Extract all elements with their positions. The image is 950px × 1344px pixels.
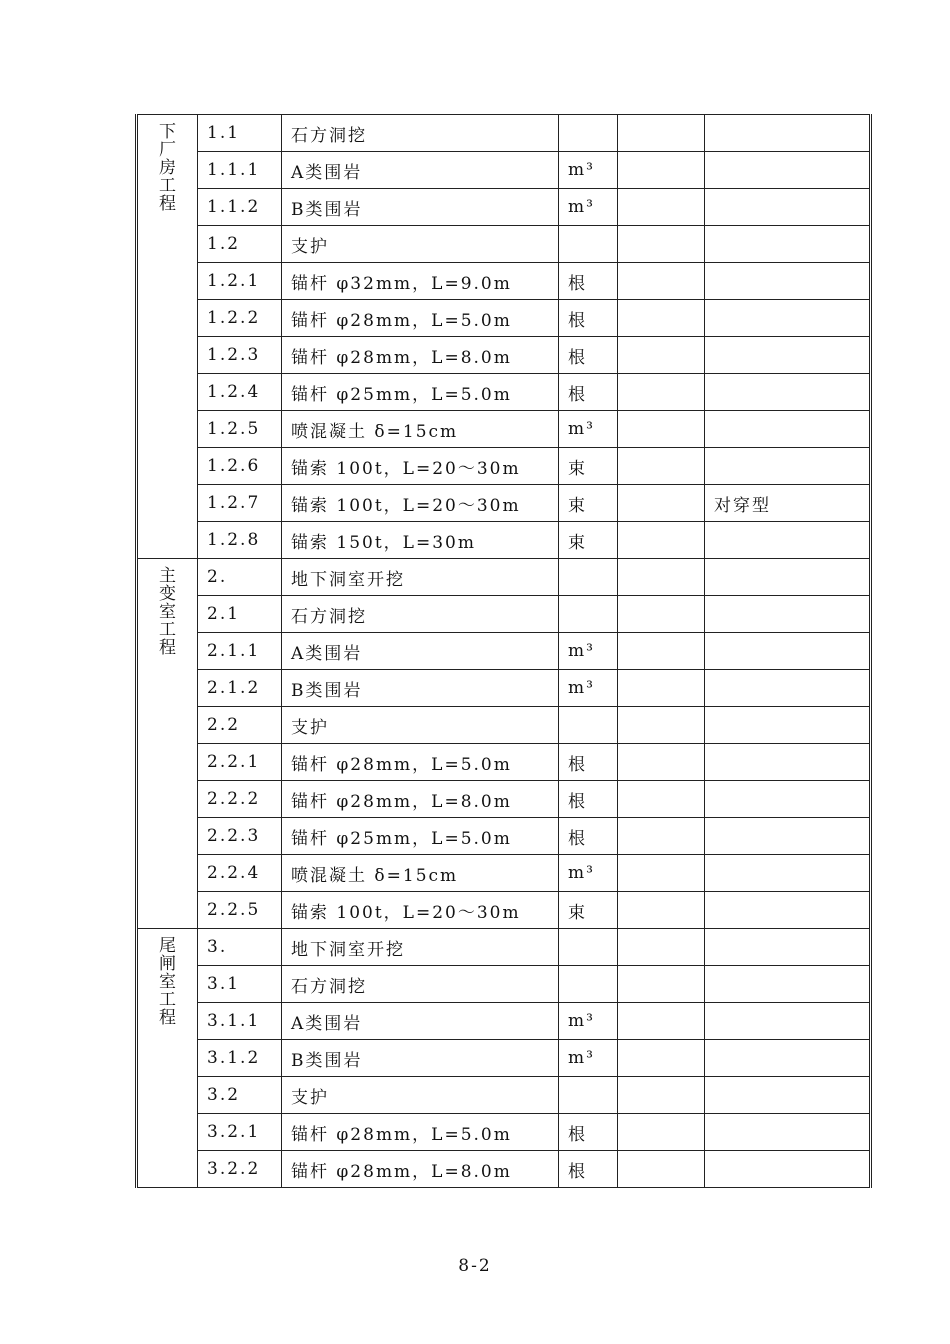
quantity-cell [618, 670, 705, 707]
table-row [137, 855, 871, 892]
quantity-cell [618, 781, 705, 818]
table-row [137, 892, 871, 929]
unit-cell [559, 929, 618, 966]
item-name-cell: 锚杆 φ28mm，L=8.0m [282, 1151, 559, 1188]
unit-cell [559, 1077, 618, 1114]
table-body [137, 115, 871, 1188]
table-row [137, 966, 871, 1003]
quantity-cell [618, 189, 705, 226]
unit-cell: m³ [559, 411, 618, 448]
quantity-cell [618, 1003, 705, 1040]
item-code-cell: 1.2.5 [198, 411, 282, 448]
quantity-cell [618, 1114, 705, 1151]
item-code-cell: 1.2.7 [198, 485, 282, 522]
quantity-cell [618, 855, 705, 892]
table-row [137, 1151, 871, 1188]
item-code-cell: 1.1.1 [198, 152, 282, 189]
unit-cell: 束 [559, 485, 618, 522]
unit-cell: m³ [559, 1040, 618, 1077]
quantity-cell [618, 152, 705, 189]
remark-cell [705, 374, 871, 411]
item-name-cell: 锚杆 φ28mm，L=8.0m [282, 337, 559, 374]
section-label [137, 929, 198, 1188]
item-name-cell: 石方洞挖 [282, 596, 559, 633]
item-name-cell: B类围岩 [282, 189, 559, 226]
remark-cell [705, 411, 871, 448]
item-code-cell: 1.1 [198, 115, 282, 152]
item-name-cell: 锚杆 φ32mm，L=9.0m [282, 263, 559, 300]
table-row [137, 263, 871, 300]
item-name-cell: A类围岩 [282, 152, 559, 189]
unit-cell: 根 [559, 1151, 618, 1188]
remark-cell [705, 226, 871, 263]
quantity-cell [618, 892, 705, 929]
remark-cell [705, 707, 871, 744]
quantity-cell [618, 929, 705, 966]
quantity-cell [618, 226, 705, 263]
item-code-cell: 2.2.4 [198, 855, 282, 892]
item-name-cell: 锚杆 φ25mm，L=5.0m [282, 818, 559, 855]
section-label [137, 559, 198, 929]
item-code-cell: 3. [198, 929, 282, 966]
remark-cell [705, 263, 871, 300]
item-code-cell: 2. [198, 559, 282, 596]
item-name-cell: 锚杆 φ28mm，L=8.0m [282, 781, 559, 818]
remark-cell [705, 892, 871, 929]
table-row [137, 115, 871, 152]
remark-cell [705, 818, 871, 855]
unit-cell: 根 [559, 744, 618, 781]
quantity-cell [618, 337, 705, 374]
quantity-cell [618, 263, 705, 300]
remark-cell [705, 929, 871, 966]
item-code-cell: 3.2.1 [198, 1114, 282, 1151]
remark-cell [705, 559, 871, 596]
item-code-cell: 1.1.2 [198, 189, 282, 226]
remark-cell [705, 855, 871, 892]
unit-cell: m³ [559, 152, 618, 189]
item-code-cell: 2.1.2 [198, 670, 282, 707]
section-name: 下 厂 房 工 程 [159, 122, 176, 214]
item-name-cell: 地下洞室开挖 [282, 559, 559, 596]
table-row [137, 744, 871, 781]
table-row [137, 707, 871, 744]
item-name-cell: 锚索 100t，L=20～30m [282, 485, 559, 522]
table-row [137, 596, 871, 633]
quantity-cell [618, 115, 705, 152]
unit-cell: 根 [559, 300, 618, 337]
table-row [137, 485, 871, 522]
item-code-cell: 1.2.3 [198, 337, 282, 374]
item-name-cell: A类围岩 [282, 633, 559, 670]
item-code-cell: 1.2.6 [198, 448, 282, 485]
unit-cell: m³ [559, 1003, 618, 1040]
remark-cell [705, 1077, 871, 1114]
remark-cell [705, 596, 871, 633]
table-row [137, 1077, 871, 1114]
section-label [137, 115, 198, 559]
quantity-cell [618, 522, 705, 559]
unit-cell: 束 [559, 892, 618, 929]
item-name-cell: 支护 [282, 1077, 559, 1114]
table-row [137, 337, 871, 374]
unit-cell: m³ [559, 189, 618, 226]
section-name: 主 变 室 工 程 [159, 566, 176, 658]
remark-cell [705, 670, 871, 707]
item-name-cell: 锚索 150t，L=30m [282, 522, 559, 559]
unit-cell: m³ [559, 855, 618, 892]
table-row [137, 522, 871, 559]
item-name-cell: B类围岩 [282, 1040, 559, 1077]
item-code-cell: 1.2.2 [198, 300, 282, 337]
quantity-cell [618, 374, 705, 411]
item-code-cell: 1.2.1 [198, 263, 282, 300]
unit-cell: 根 [559, 1114, 618, 1151]
remark-cell [705, 633, 871, 670]
table-row [137, 374, 871, 411]
remark-cell [705, 781, 871, 818]
unit-cell [559, 115, 618, 152]
quantity-cell [618, 707, 705, 744]
item-code-cell: 3.2.2 [198, 1151, 282, 1188]
item-code-cell: 3.2 [198, 1077, 282, 1114]
table-row [137, 929, 871, 966]
unit-cell: 根 [559, 263, 618, 300]
item-code-cell: 1.2.4 [198, 374, 282, 411]
unit-cell [559, 966, 618, 1003]
unit-cell: 根 [559, 337, 618, 374]
item-name-cell: 支护 [282, 707, 559, 744]
item-name-cell: 锚杆 φ28mm，L=5.0m [282, 1114, 559, 1151]
unit-cell [559, 707, 618, 744]
item-code-cell: 1.2 [198, 226, 282, 263]
quantity-cell [618, 1040, 705, 1077]
item-name-cell: 喷混凝土 δ=15cm [282, 411, 559, 448]
section-name: 尾 闸 室 工 程 [159, 936, 176, 1028]
unit-cell [559, 596, 618, 633]
table-row [137, 633, 871, 670]
quantity-cell [618, 559, 705, 596]
unit-cell: 束 [559, 522, 618, 559]
remark-cell: 对穿型 [705, 485, 871, 522]
remark-cell [705, 189, 871, 226]
quantity-cell [618, 485, 705, 522]
unit-cell: m³ [559, 670, 618, 707]
item-code-cell: 3.1.2 [198, 1040, 282, 1077]
quantity-cell [618, 966, 705, 1003]
table-row [137, 559, 871, 596]
table-row [137, 1114, 871, 1151]
remark-cell [705, 1003, 871, 1040]
table-row [137, 781, 871, 818]
item-code-cell: 2.2.2 [198, 781, 282, 818]
item-code-cell: 3.1 [198, 966, 282, 1003]
remark-cell [705, 300, 871, 337]
remark-cell [705, 966, 871, 1003]
item-code-cell: 2.2.1 [198, 744, 282, 781]
item-code-cell: 1.2.8 [198, 522, 282, 559]
item-code-cell: 2.2 [198, 707, 282, 744]
quantity-cell [618, 300, 705, 337]
table-row [137, 300, 871, 337]
quantity-cell [618, 818, 705, 855]
unit-cell [559, 226, 618, 263]
quantity-cell [618, 1151, 705, 1188]
quantity-cell [618, 596, 705, 633]
item-code-cell: 2.1.1 [198, 633, 282, 670]
item-name-cell: 支护 [282, 226, 559, 263]
item-name-cell: 锚杆 φ28mm，L=5.0m [282, 744, 559, 781]
unit-cell: 根 [559, 818, 618, 855]
item-code-cell: 3.1.1 [198, 1003, 282, 1040]
table-row [137, 226, 871, 263]
item-name-cell: A类围岩 [282, 1003, 559, 1040]
quantity-cell [618, 633, 705, 670]
remark-cell [705, 1040, 871, 1077]
remark-cell [705, 152, 871, 189]
unit-cell: 根 [559, 374, 618, 411]
item-code-cell: 2.1 [198, 596, 282, 633]
remark-cell [705, 744, 871, 781]
table-row [137, 818, 871, 855]
quantity-table [135, 114, 872, 1188]
table-row [137, 448, 871, 485]
item-name-cell: 锚索 100t，L=20～30m [282, 448, 559, 485]
remark-cell [705, 115, 871, 152]
item-code-cell: 2.2.5 [198, 892, 282, 929]
item-name-cell: B类围岩 [282, 670, 559, 707]
table-row [137, 189, 871, 226]
item-name-cell: 喷混凝土 δ=15cm [282, 855, 559, 892]
item-code-cell: 2.2.3 [198, 818, 282, 855]
item-name-cell: 石方洞挖 [282, 115, 559, 152]
item-name-cell: 锚杆 φ25mm，L=5.0m [282, 374, 559, 411]
remark-cell [705, 448, 871, 485]
quantity-cell [618, 1077, 705, 1114]
quantity-cell [618, 744, 705, 781]
quantity-cell [618, 448, 705, 485]
table-row [137, 1040, 871, 1077]
unit-cell: m³ [559, 633, 618, 670]
unit-cell [559, 559, 618, 596]
item-name-cell: 地下洞室开挖 [282, 929, 559, 966]
remark-cell [705, 522, 871, 559]
table-row [137, 1003, 871, 1040]
table-row [137, 411, 871, 448]
item-name-cell: 锚索 100t，L=20～30m [282, 892, 559, 929]
quantity-cell [618, 411, 705, 448]
unit-cell: 束 [559, 448, 618, 485]
table-row [137, 670, 871, 707]
remark-cell [705, 337, 871, 374]
item-name-cell: 锚杆 φ28mm，L=5.0m [282, 300, 559, 337]
item-name-cell: 石方洞挖 [282, 966, 559, 1003]
remark-cell [705, 1114, 871, 1151]
remark-cell [705, 1151, 871, 1188]
unit-cell: 根 [559, 781, 618, 818]
page-number: 8-2 [458, 1256, 492, 1276]
table-row [137, 152, 871, 189]
